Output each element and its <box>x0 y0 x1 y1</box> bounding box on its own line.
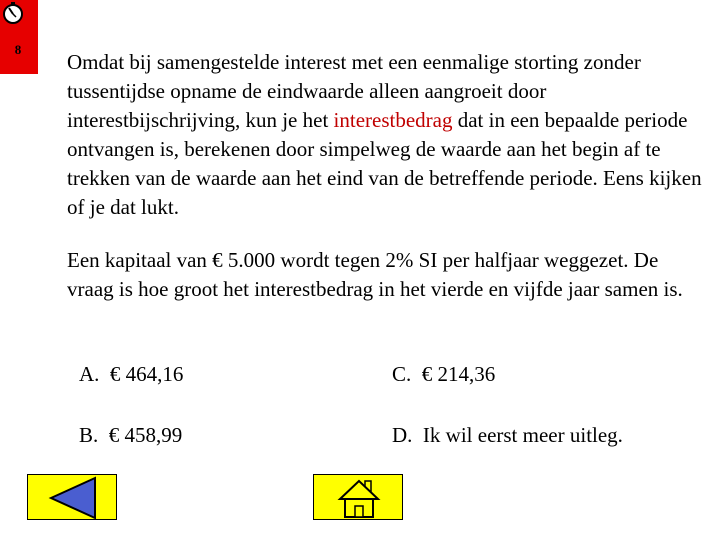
slide-sidebar <box>0 0 38 74</box>
intro-highlight: interestbedrag <box>333 108 453 132</box>
home-icon <box>314 475 404 521</box>
intro-text-before: Omdat bij samengestelde interest met een eenmalige storting zonder tussentijdse opname de eindwaarde alleen aangroeit door interestbijschrijving, kun je het <box>67 50 641 132</box>
back-arrow-icon <box>28 475 118 521</box>
intro-text-after: dat in een bepaalde periode ontvangen is, berekenen door simpelweg de waarde aan het begin af te trekken van de waarde aan het eind van de betreffende periode. Eens kijken of je dat lukt. <box>67 108 702 219</box>
answer-option-a[interactable]: A. € 464,16 <box>79 362 184 386</box>
problem-statement: Een kapitaal van € 5.000 wordt tegen 2% SI per halfjaar weggezet. De vraag is hoe groot het interestbedrag in het vierde en vijfde jaar samen is. <box>67 248 683 301</box>
intro-paragraph <box>67 48 707 222</box>
answer-option-c[interactable]: C. € 214,36 <box>392 362 496 386</box>
back-button[interactable] <box>27 474 117 520</box>
slide-number: 8 <box>14 42 22 57</box>
answer-option-b[interactable]: B. € 458,99 <box>79 423 183 447</box>
home-button[interactable] <box>313 474 403 520</box>
stopwatch-icon <box>0 0 26 26</box>
answer-option-d[interactable]: D. Ik wil eerst meer uitleg. <box>392 423 623 447</box>
